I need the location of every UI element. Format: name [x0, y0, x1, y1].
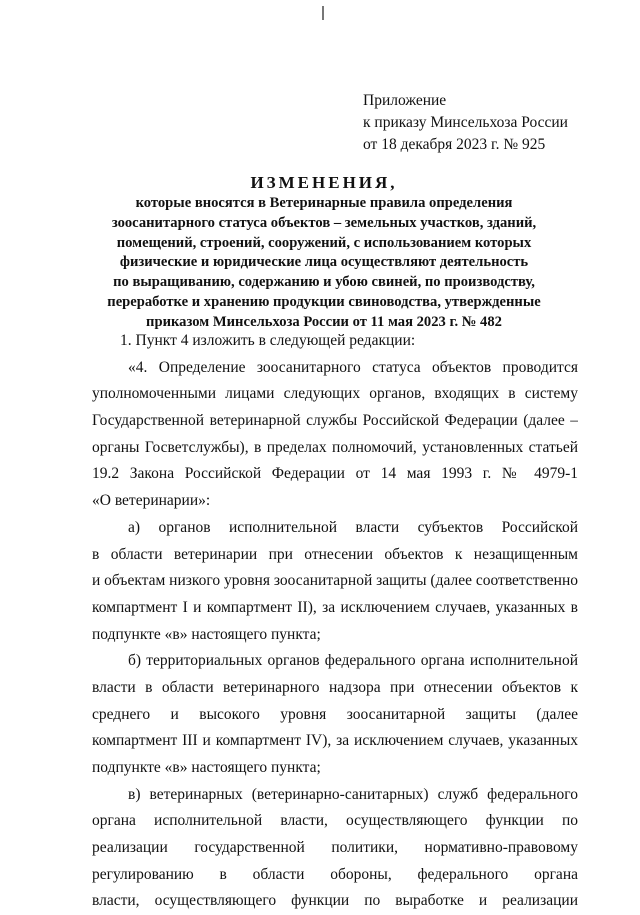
heading-block: [84, 172, 564, 333]
scan-mark: [322, 6, 324, 20]
subtitle-line: переработке и хранению продукции свиноводства, утвержденные: [107, 293, 541, 310]
appendix-line: от 18 декабря 2023 г. № 925: [363, 136, 546, 153]
body-line: 19.2 Закона Российской Федерации от 14 мая 1993 г. № 4979-1: [92, 465, 578, 483]
appendix-line: к приказу Минсельхоза России: [363, 114, 568, 131]
body-line: в области ветеринарии при отнесении объектов к незащищенным: [92, 545, 578, 563]
subtitle-line: по выращиванию, содержанию и убою свиней, по производству,: [113, 274, 535, 291]
body-line: власти в области ветеринарного надзора при отнесении объектов к: [92, 678, 578, 696]
body-line: Государственной ветеринарной службы Российской Федерации (далее –: [92, 412, 578, 430]
body-line: подпункте «в» настоящего пункта;: [92, 759, 321, 776]
subtitle-line: зоосанитарного статуса объектов – земельных участков, зданий,: [111, 214, 537, 231]
document-subtitle: [84, 194, 564, 333]
document-body: [92, 328, 578, 915]
body-line: власти, осуществляющего функции по выработке и реализации: [92, 892, 578, 910]
body-line: б) территориальных органов федерального органа исполнительной: [128, 652, 578, 670]
body-line: уполномоченными лицами следующих органов, входящих в систему: [92, 385, 578, 403]
subtitle-line: физические и юридические лица осуществляют деятельность: [119, 254, 529, 271]
subtitle-line: помещений, строений, сооружений, с использованием которых: [116, 234, 532, 251]
appendix-block: [363, 90, 568, 156]
body-line: среднего и высокого уровня зоосанитарной защиты (далее: [92, 705, 578, 723]
body-line: реализации государственной политики, нормативно-правовому: [92, 839, 578, 857]
body-line: подпункте «в» настоящего пункта;: [92, 625, 321, 643]
body-line: компартмент I и компартмент II), за исключением случаев, указанных в: [92, 598, 578, 616]
body-line: а) органов исполнительной власти субъектов Российской: [128, 518, 578, 536]
body-line: «4. Определение зоосанитарного статуса объектов проводится: [128, 358, 578, 376]
body-line: компартмент III и компартмент IV), за исключением случаев, указанных: [92, 732, 578, 750]
body-line: «О ветеринарии»:: [92, 492, 211, 510]
subtitle-line: которые вносятся в Ветеринарные правила определения: [135, 195, 513, 211]
subtitle-line: приказом Минсельхоза России от 11 мая 2023 г. № 482: [146, 313, 502, 330]
body-line: регулированию в области обороны, федерального органа: [92, 865, 578, 883]
body-line: органы Госветслужбы), в пределах полномочий, установленных статьей: [92, 438, 578, 456]
appendix-line: Приложение: [363, 92, 447, 109]
body-line: органа исполнительной власти, осуществляющего функции по: [92, 812, 578, 830]
document-title: ИЗМЕНЕНИЯ,: [250, 173, 398, 192]
body-line: 1. Пункт 4 изложить в следующей редакции:: [120, 332, 416, 349]
body-line: в) ветеринарных (ветеринарно-санитарных) служб федерального: [128, 785, 578, 803]
body-line: и объектам низкого уровня зоосанитарной защиты (далее соответственно: [92, 572, 578, 590]
